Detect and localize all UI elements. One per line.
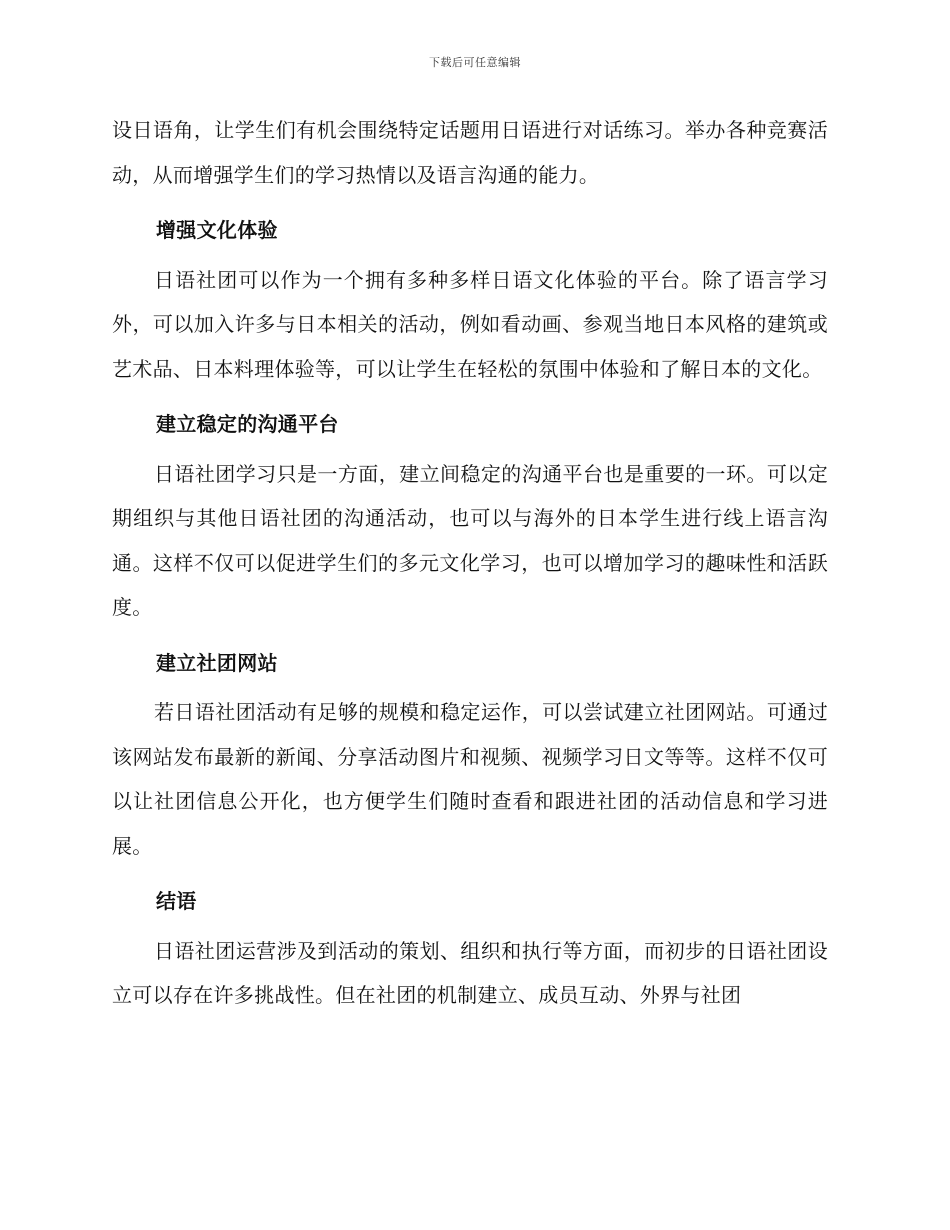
document-body — [112, 108, 828, 1018]
section-paragraph-conclusion: 日语社团运营涉及到活动的策划、组织和执行等方面，而初步的日语社团设立可以存在许多挑战性。但在社团的机制建立、成员互动、外界与社团 — [112, 938, 828, 1007]
section-heading-culture: 增强文化体验 — [156, 218, 278, 242]
section-heading-communication: 建立稳定的沟通平台 — [156, 412, 339, 436]
section-heading-conclusion: 结语 — [156, 889, 197, 913]
section-heading-website: 建立社团网站 — [156, 650, 278, 675]
intro-paragraph: 设日语角，让学生们有机会围绕特定话题用日语进行对话练习。举办各种竞赛活动，从而增强学生们的学习热情以及语言沟通的能力。 — [112, 118, 828, 187]
section-paragraph-culture: 日语社团可以作为一个拥有多种多样日语文化体验的平台。除了语言学习外，可以加入许多与日本相关的活动，例如看动画、参观当地日本风格的建筑或艺术品、日本料理体验等，可以让学生在轻松的氛围中体验和了解日本的文化。 — [112, 267, 828, 381]
page-header: 下载后可任意编辑 — [429, 56, 521, 69]
section-paragraph-website: 若日语社团活动有足够的规模和稳定运作，可以尝试建立社团网站。可通过该网站发布最新的新闻、分享活动图片和视频、视频学习日文等等。这样不仅可以让社团信息公开化，也方便学生们随时查看和跟进社团的活动信息和学习进展。 — [112, 700, 828, 858]
section-paragraph-communication: 日语社团学习只是一方面，建立间稳定的沟通平台也是重要的一环。可以定期组织与其他日语社团的沟通活动，也可以与海外的日本学生进行线上语言沟通。这样不仅可以促进学生们的多元文化学习，也可以增加学习的趣味性和活跃度。 — [112, 461, 828, 619]
